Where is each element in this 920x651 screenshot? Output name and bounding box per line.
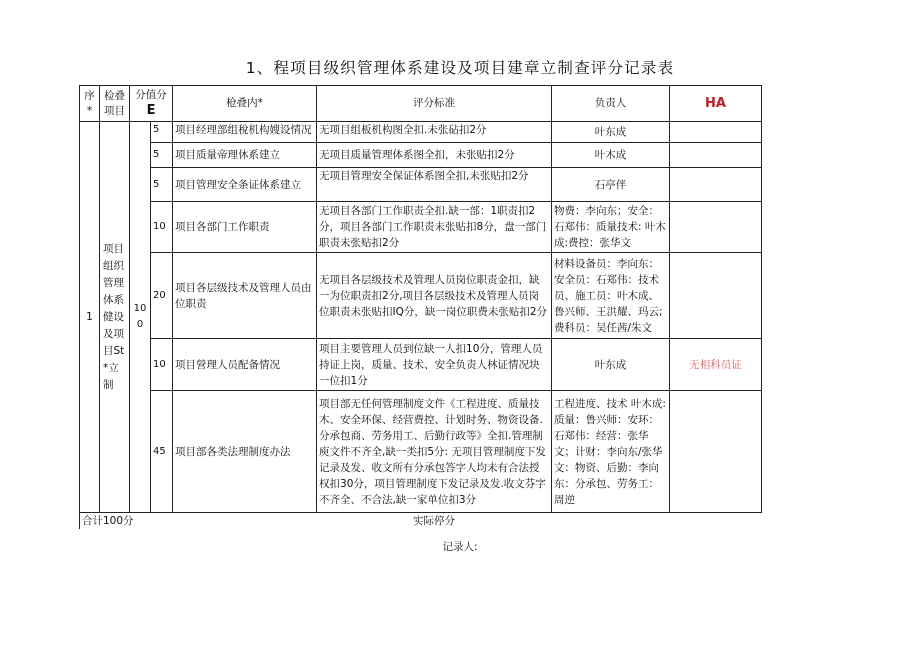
header-seq: 序*	[80, 86, 100, 122]
category-seq: 1	[80, 122, 100, 513]
table-row	[80, 143, 762, 168]
row-remark	[670, 202, 762, 253]
row-criteria: 项目部无任何管理制度文件《工程进度、质量技木、安全环保、经营费控、计划时务、物资设备.分承包商、劳务用工、后勤行政等》全扣.管理制庾文件不齐全,缺一类扣5分: 无项目管理制度下发记录及发、收文所有分承包答字人均未有合法授权扣30分，项目管理制度下发记录及发.收文芬字不齐全、不合法,缺一家单位扣3分	[317, 391, 552, 513]
row-score: 10	[151, 339, 173, 391]
row-remark	[670, 122, 762, 143]
table-row	[80, 253, 762, 339]
row-score: 5	[151, 168, 173, 202]
row-score: 5	[151, 122, 173, 143]
row-remark: 无相科员证	[670, 339, 762, 391]
row-criteria: 无项目各层级技术及管理人员岗位职责金扣，缺一为位职责扣2分,项目各层级技术及管理人员岗位职责未张贴扣IQ分，缺一岗位职费未张贴扣2分	[317, 253, 552, 339]
row-content: 项目營理人员配备情况	[173, 339, 317, 391]
row-content: 项目质量帝理休系建立	[173, 143, 317, 168]
table-row	[80, 339, 762, 391]
total-score: 合计100分	[80, 513, 317, 530]
table-row	[80, 122, 762, 143]
header-item: 检叠项目	[100, 86, 130, 122]
table-row	[80, 391, 762, 513]
row-score: 5	[151, 143, 173, 168]
row-score: 20	[151, 253, 173, 339]
total-row	[80, 513, 762, 530]
table-row	[80, 202, 762, 253]
row-responsible: 材料设备员：李向东：安全员：石郑伟：技术员、施工员：叶木成、鲁兴师、王洪耀、玛云;费科员：吴任茜/朱文	[552, 253, 670, 339]
header-score	[130, 86, 173, 122]
header-remark: HA	[670, 86, 762, 122]
header-score-mark: E	[146, 103, 156, 118]
actual-score-value	[552, 513, 762, 530]
header-responsible: 负责人	[552, 86, 670, 122]
row-remark	[670, 168, 762, 202]
header-content: 枪叠内*	[173, 86, 317, 122]
page-title: 1、程项目级织管理体系建设及项目建章立制查评分记录表	[245, 59, 675, 77]
row-content: 项目部各类法理制度办法	[173, 391, 317, 513]
row-responsible: 叶木成	[552, 143, 670, 168]
row-responsible: 物费：李向东；安全：石郑伟：质量技术: 叶木成:费控：张华文	[552, 202, 670, 253]
category-name: 项目组织管理体系健设及项目St*立制	[100, 122, 130, 513]
row-criteria: 无项目组板机构图全扣.未张砧扣2分	[317, 122, 552, 143]
row-score: 45	[151, 391, 173, 513]
header-score-label: 分值分	[135, 89, 167, 101]
row-score: 10	[151, 202, 173, 253]
evaluation-table	[79, 85, 762, 529]
row-criteria: 无项目质量管理体系图全扣，未张贴扣2分	[317, 143, 552, 168]
row-responsible: 石亭伴	[552, 168, 670, 202]
row-remark	[670, 253, 762, 339]
header-row	[80, 86, 762, 122]
header-criteria: 评分标准	[317, 86, 552, 122]
row-remark	[670, 391, 762, 513]
row-responsible: 叶东成	[552, 122, 670, 143]
recorder-label: 记录人:	[442, 541, 478, 553]
row-content: 项目各层级技术及管理人员由位职责	[173, 253, 317, 339]
row-content: 项目经理部组稅机构嫂设情况	[173, 122, 317, 143]
row-criteria: 项目主要管理人员到位缺一人扣10分，管理人员持证上岗，质量、技术、安全负责人林证情况块一位扣1分	[317, 339, 552, 391]
row-criteria: 无项目各部门工作职责全扣.缺一部：1职责扣2分，项目各部门工作职责未张贴扣8分，盘一部门职责未张贴扣2分	[317, 202, 552, 253]
row-content: 项目管理安全条证体系建立	[173, 168, 317, 202]
row-remark	[670, 143, 762, 168]
row-responsible: 工程进度、技术 叶木成:质量：鲁兴师：安环：石郑伟：经营：张华文；计财：李向东/张华文：物资、后勤：李向东：分承包、劳务工：周逆	[552, 391, 670, 513]
row-criteria: 无项目管理安全保证体系图全扣,未张贴扣2分	[317, 168, 552, 202]
category-score: 100	[130, 122, 151, 513]
actual-score: 实际停分	[317, 513, 552, 530]
row-content: 项目各部门工作职责	[173, 202, 317, 253]
row-responsible: 叶东成	[552, 339, 670, 391]
table-row	[80, 168, 762, 202]
